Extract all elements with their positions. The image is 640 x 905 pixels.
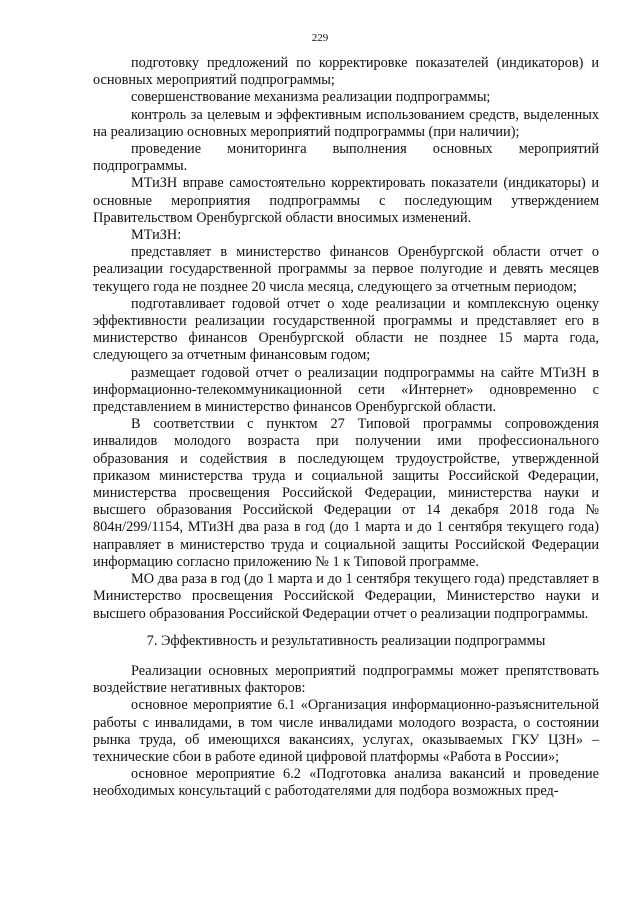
paragraph: МО два раза в год (до 1 марта и до 1 сентября текущего года) представляет в Министерство просвещения Российской Федерации, Министерство науки и высшего образования Российской Федерации отчет о реализации подпрограммы. (93, 571, 599, 622)
paragraph: основное мероприятие 6.1 «Организация информационно-разъяснительной работы с инвалидами, в том числе инвалидами молодого возраста, о состоянии рынка труда, об имеющихся вакансиях, услугах, оказываемых ГКУ ЦЗН» – технические сбои в работе единой цифровой платформы «Работа в России»; (93, 697, 599, 765)
paragraph: Реализации основных мероприятий подпрограммы может препятствовать воздействие негативных факторов: (93, 662, 599, 697)
page-number: 229 (311, 32, 329, 44)
paragraph: проведение мониторинга выполнения основных мероприятий подпрограммы. (93, 141, 599, 175)
paragraph: МТиЗН: (131, 227, 182, 244)
paragraph: представляет в министерство финансов Оренбургской области отчет о реализации государственной программы за первое полугодие и девять месяцев текущего года не позднее 20 числа месяца, следующего за отчетным периодом; (93, 244, 599, 295)
paragraph: основное мероприятие 6.2 «Подготовка анализа вакансий и проведение необходимых консультаций с работодателями для подбора возможных пред- (93, 766, 599, 800)
paragraph: В соответствии с пунктом 27 Типовой программы сопровождения инвалидов молодого возраста при получении ими профессионального образования и содействия в последующем трудоустройстве, утвержденной приказом министерства труда и социальной защиты Российской Федерации, министерства просвещения Российской Федерации, министерства науки и высшего образования Российской Федерации от 14 декабря 2018 года № 804н/299/1154, МТиЗН два раза в год (до 1 марта и до 1 сентября текущего года) направляет в министерство труда и социальной защиты Российской Федерации информацию согласно приложению № 1 к Типовой программе. (93, 416, 599, 570)
paragraph: размещает годовой отчет о реализации подпрограммы на сайте МТиЗН в информационно-телекоммуникационной сети «Интернет» одновременно с представлением в министерство финансов Оренбургской области. (93, 364, 599, 416)
paragraph: подготовку предложений по корректировке показателей (индикаторов) и основных мероприятий подпрограммы; (93, 55, 599, 89)
section-heading: 7. Эффективность и результативность реализации подпрограммы (146, 632, 546, 649)
paragraph: совершенствование механизма реализации подпрограммы; (131, 89, 491, 106)
paragraph: контроль за целевым и эффективным использованием средств, выделенных на реализацию основных мероприятий подпрограммы (при наличии); (93, 106, 599, 140)
document-body (93, 55, 599, 801)
paragraph: подготавливает годовой отчет о ходе реализации и комплексную оценку эффективности реализации государственной программы и представляет его в министерство финансов Оренбургской области не позднее 15 марта года, следующего за отчетным финансовым годом; (93, 295, 599, 364)
paragraph: МТиЗН вправе самостоятельно корректировать показатели (индикаторы) и основные мероприятия подпрограммы с последующим утверждением Правительством Оренбургской области вносимых изменений. (93, 175, 599, 226)
